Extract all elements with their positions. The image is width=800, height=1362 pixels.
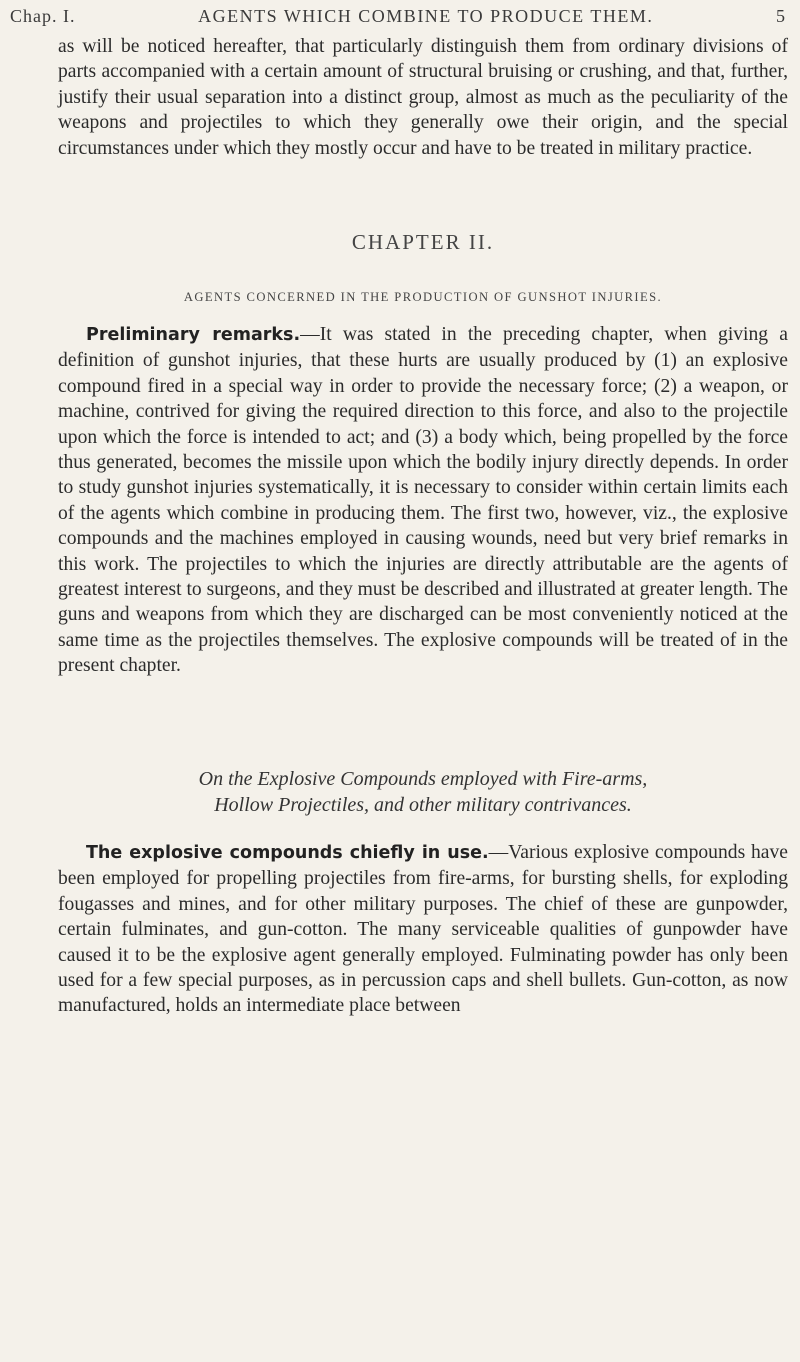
explosives-text: —Various explosive compounds have been employed for propelling projectiles from fire-arms, for bursting shells, for exploding fougasses and mines, and for other military purposes. The chief of these are gunpowder, certain fulminates, and gun-cotton. The many serviceable qualities of gunpowder have caused it to be the explosive agent generally employed. Fulminating powder has only been used for a few special purposes, as in percussion caps and shell bullets. Gun-cotton, as now manufactured, holds an intermediate place between (58, 842, 788, 1017)
explosives-lead: The explosive compounds chiefly in use. (86, 843, 489, 863)
continuation-paragraph (58, 34, 788, 161)
preliminary-paragraph (58, 322, 788, 679)
running-head (10, 6, 786, 27)
section-heading-line-1: On the Explosive Compounds employed with Fire-arms, (198, 768, 648, 790)
section-heading-line-2: Hollow Projectiles, and other military contrivances. (214, 794, 632, 816)
preliminary-text: —It was stated in the preceding chapter, when giving a definition of gunshot injuries, that these hurts are usually produced by (1) an explosive compound fired in a special way in order to provide the necessary force; (2) a weapon, or machine, contrived for giving the required direction to this force, and also to the projectile upon which the force is intended to act; and (3) a body which, being propelled by the force thus generated, becomes the missile upon which the bodily injury directly depends. In order to study gunshot injuries systematically, it is necessary to consider within certain limits each of the agents which combine in producing them. The first two, however, viz., the explosive compounds and the machines employed in causing wounds, need but very brief remarks in this work. The projectiles to which the injuries are directly attributable are the agents of greatest interest to surgeons, and they must be described and illustrated at greater length. The guns and weapons from which they are discharged can be most conveniently noticed at the same time as the projectiles themselves. The explosive compounds will be treated of in the present chapter. (58, 324, 788, 677)
page-number: 5 (775, 6, 786, 26)
explosives-paragraph (58, 840, 788, 1019)
chapter-subtitle: AGENTS CONCERNED IN THE PRODUCTION OF GUNSHOT INJURIES. (183, 290, 663, 304)
continuation-text: as will be noticed hereafter, that particularly distinguish them from ordinary divisions of parts accompanied with a certain amount of structural bruising or crushing, and that, further, justify their usual separation into a distinct group, almost as much as the peculiarity of the weapons and projectiles to which they generally owe their origin, and the special circumstances under which they mostly occur and have to be treated in military practice. (58, 36, 788, 159)
running-head-title: AGENTS WHICH COMBINE TO PRODUCE THEM. (198, 6, 654, 26)
chapter-title: CHAPTER II. (351, 230, 495, 254)
section-heading (58, 766, 788, 818)
running-head-chapter: Chap. I. (10, 6, 76, 26)
preliminary-lead: Preliminary remarks. (86, 325, 301, 345)
